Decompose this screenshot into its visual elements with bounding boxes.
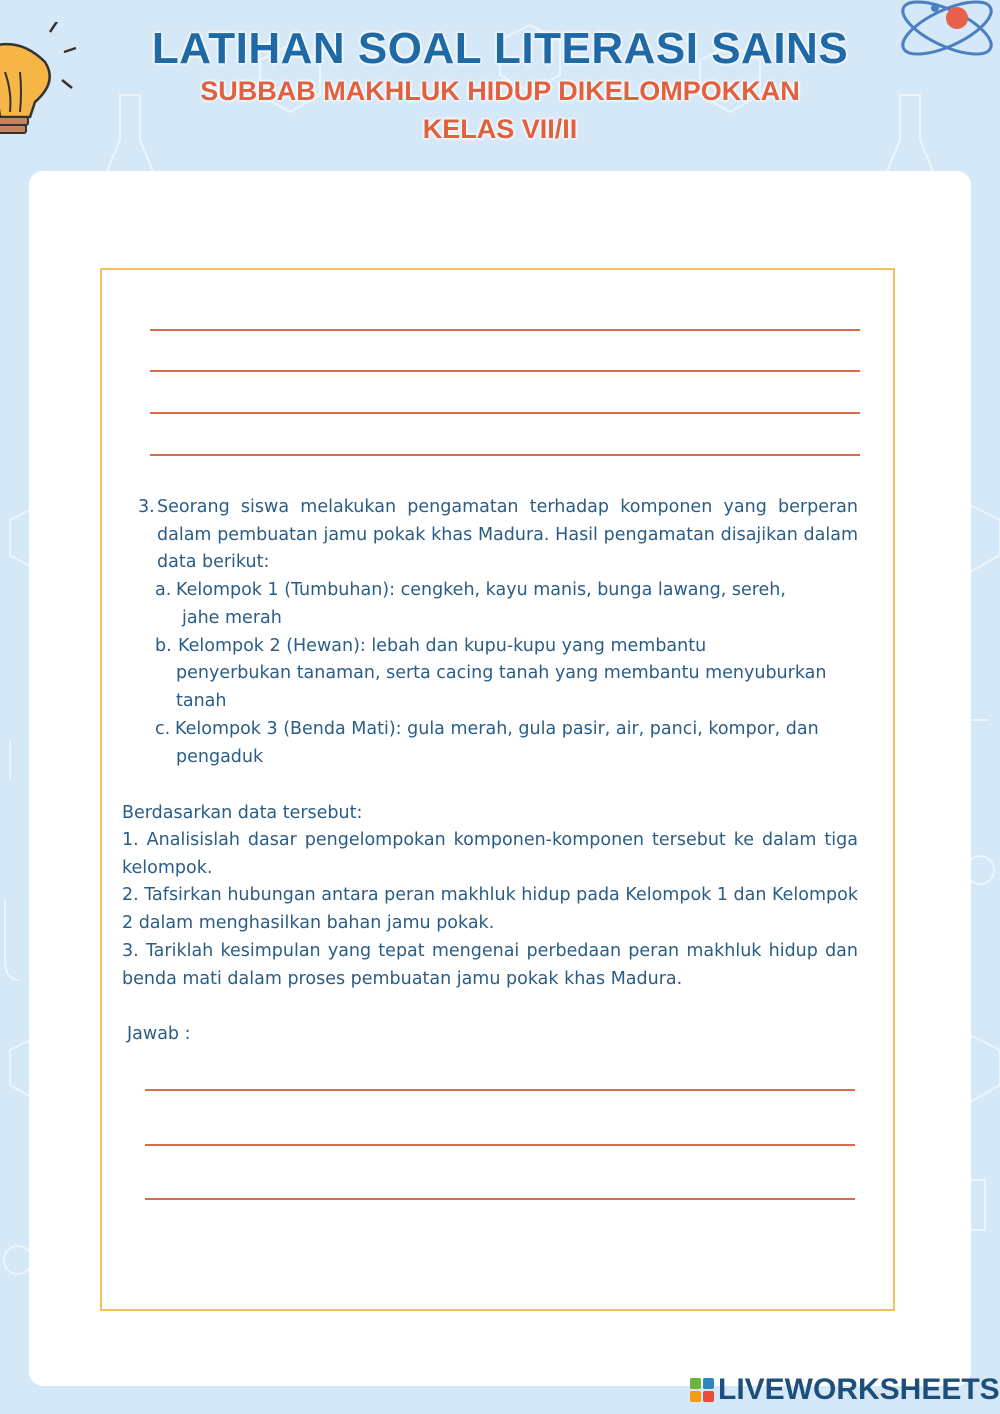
group-b-line1: Kelompok 2 (Hewan): lebah dan kupu-kupu yang membantu: [178, 636, 707, 656]
group-c-line2: pengaduk: [176, 747, 264, 767]
answer-line[interactable]: [150, 412, 860, 414]
question-intro: Seorang siswa melakukan pengamatan terhadap komponen yang berperan dalam pembuatan jamu pokak khas Madura. Hasil pengamatan disajikan dalam data berikut:: [157, 497, 858, 572]
answer-line[interactable]: [145, 1144, 855, 1146]
group-b-line2: penyerbukan tanaman, serta cacing tanah yang membantu menyuburkan: [176, 663, 827, 683]
task-1: 1. Analisislah dasar pengelompokan komponen-komponen tersebut ke dalam tiga kelompok.: [122, 830, 858, 878]
answer-line[interactable]: [145, 1089, 855, 1091]
task-2: 2. Tafsirkan hubungan antara peran makhluk hidup pada Kelompok 1 dan Kelompok 2 dalam menghasilkan bahan jamu pokak.: [122, 885, 858, 933]
group-a-line2: jahe merah: [182, 608, 282, 628]
group-c-line1: Kelompok 3 (Benda Mati): gula merah, gula pasir, air, panci, kompor, dan: [175, 719, 819, 739]
liveworksheets-mark-icon: [690, 1378, 714, 1402]
answer-line[interactable]: [150, 370, 860, 372]
page-title: LATIHAN SOAL LITERASI SAINS: [151, 24, 849, 73]
group-b-label: b.: [155, 636, 172, 656]
group-a-line1: Kelompok 1 (Tumbuhan): cengkeh, kayu manis, bunga lawang, sereh,: [176, 580, 786, 600]
answer-line[interactable]: [150, 329, 860, 331]
liveworksheets-brand: LIVEWORKSHEETS: [718, 1373, 1000, 1406]
answer-line[interactable]: [145, 1198, 855, 1200]
content-frame: [100, 268, 895, 1311]
group-a-label: a.: [155, 580, 172, 600]
group-b-line3: tanah: [176, 691, 227, 711]
answer-label: Jawab :: [127, 1024, 191, 1044]
page-subtitle: SUBBAB MAKHLUK HIDUP DIKELOMPOKKAN: [200, 76, 800, 106]
based-on-label: Berdasarkan data tersebut:: [122, 803, 363, 823]
question-number: 3.: [138, 497, 155, 517]
answer-line[interactable]: [150, 454, 860, 456]
task-3: 3. Tariklah kesimpulan yang tepat mengenai perbedaan peran makhluk hidup dan benda mati dalam proses pembuatan jamu pokak khas Madura.: [122, 941, 858, 989]
liveworksheets-logo[interactable]: [690, 1372, 1000, 1408]
group-c-label: c.: [155, 719, 171, 739]
class-label: KELAS VII/II: [422, 114, 578, 144]
